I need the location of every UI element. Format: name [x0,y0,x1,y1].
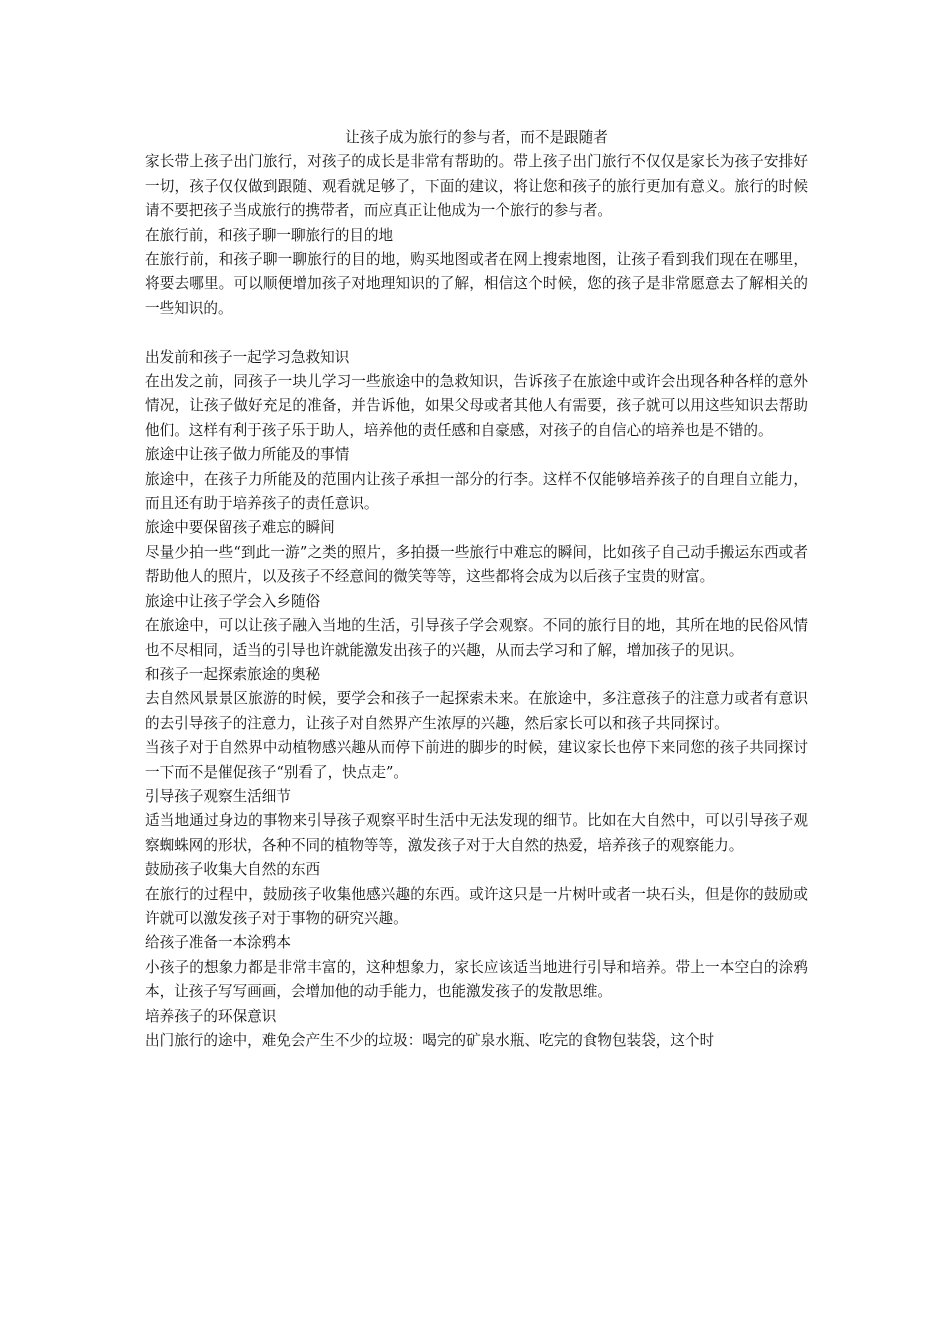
document-title: 让孩子成为旅行的参与者，而不是跟随者 [345,129,608,146]
paragraph: 在旅行前，和孩子聊一聊旅行的目的地，购买地图或者在网上搜索地图，让孩子看到我们现在在哪里，将要去哪里。可以顺便增加孩子对地理知识的了解，相信这个时候，您的孩子是非常愿意去了解相关的一些知识的。 [145,251,808,317]
paragraph: 出门旅行的途中，难免会产生不少的垃圾：喝完的矿泉水瓶、吃完的食物包装袋，这个时 [145,1032,715,1050]
section-heading: 给孩子准备一本涂鸦本 [145,934,291,952]
section-heading: 旅途中要保留孩子难忘的瞬间 [145,519,335,537]
paragraph: 小孩子的想象力都是非常丰富的，这种想象力，家长应该适当地进行引导和培养。带上一本空白的涂鸦本，让孩子写写画画，会增加他的动手能力，也能激发孩子的发散思维。 [145,958,808,1001]
paragraph: 在旅行的过程中，鼓励孩子收集他感兴趣的东西。或许这只是一片树叶或者一块石头，但是你的鼓励或许就可以激发孩子对于事物的研究兴趣。 [145,885,808,927]
paragraph: 去自然风景景区旅游的时候，要学会和孩子一起探索未来。在旅途中，多注意孩子的注意力或者有意识的去引导孩子的注意力，让孩子对自然界产生浓厚的兴趣，然后家长可以和孩子共同探讨。 [145,690,808,732]
section-heading: 出发前和孩子一起学习急救知识 [145,348,350,366]
paragraph: 旅途中，在孩子力所能及的范围内让孩子承担一部分的行李。这样不仅能够培养孩子的自理自立能力，而且还有助于培养孩子的责任意识。 [145,470,808,513]
section-heading: 鼓励孩子收集大自然的东西 [145,861,321,879]
document-blocks [145,150,808,1053]
paragraph: 家长带上孩子出门旅行，对孩子的成长是非常有帮助的。带上孩子出门旅行不仅仅是家长为孩子安排好一切，孩子仅仅做到跟随、观看就足够了，下面的建议，将让您和孩子的旅行更加有意义。旅行的时候请不要把孩子当成旅行的携带者，而应真正让他成为一个旅行的参与者。 [145,153,808,220]
paragraph: 适当地通过身边的事物来引导孩子观察平时生活中无法发现的细节。比如在大自然中，可以引导孩子观察蜘蛛网的形状，各种不同的植物等等，激发孩子对于大自然的热爱，培养孩子的观察能力。 [145,812,808,854]
section-heading: 培养孩子的环保意识 [145,1007,277,1025]
paragraph: 在出发之前，同孩子一块儿学习一些旅途中的急救知识，告诉孩子在旅途中或许会出现各种各样的意外情况，让孩子做好充足的准备，并告诉他，如果父母或者其他人有需要，孩子就可以用这些知识去帮助他们。这样有利于孩子乐于助人，培养他的责任感和自豪感，对孩子的自信心的培养也是不错的。 [145,373,808,439]
section-heading: 旅途中让孩子做力所能及的事情 [145,446,350,464]
section-heading: 在旅行前，和孩子聊一聊旅行的目的地 [145,226,394,244]
section-heading: 旅途中让孩子学会入乡随俗 [145,592,321,610]
section-heading: 和孩子一起探索旅途的奥秘 [145,665,321,683]
paragraph: 在旅途中，可以让孩子融入当地的生活，引导孩子学会观察。不同的旅行目的地，其所在地的民俗风情也不尽相同，适当的引导也许就能激发出孩子的兴趣，从而去学习和了解，增加孩子的见识。 [145,617,808,659]
paragraph: 当孩子对于自然界中动植物感兴趣从而停下前进的脚步的时候，建议家长也停下来同您的孩子共同探讨一下而不是催促孩子“别看了，快点走”。 [145,739,808,781]
paragraph: 尽量少拍一些“到此一游”之类的照片，多拍摄一些旅行中难忘的瞬间，比如孩子自己动手搬运东西或者帮助他人的照片，以及孩子不经意间的微笑等等，这些都将会成为以后孩子宝贵的财富。 [145,543,808,586]
section-heading: 引导孩子观察生活细节 [145,787,291,805]
document-body [145,126,808,1053]
blank-line [145,321,808,345]
